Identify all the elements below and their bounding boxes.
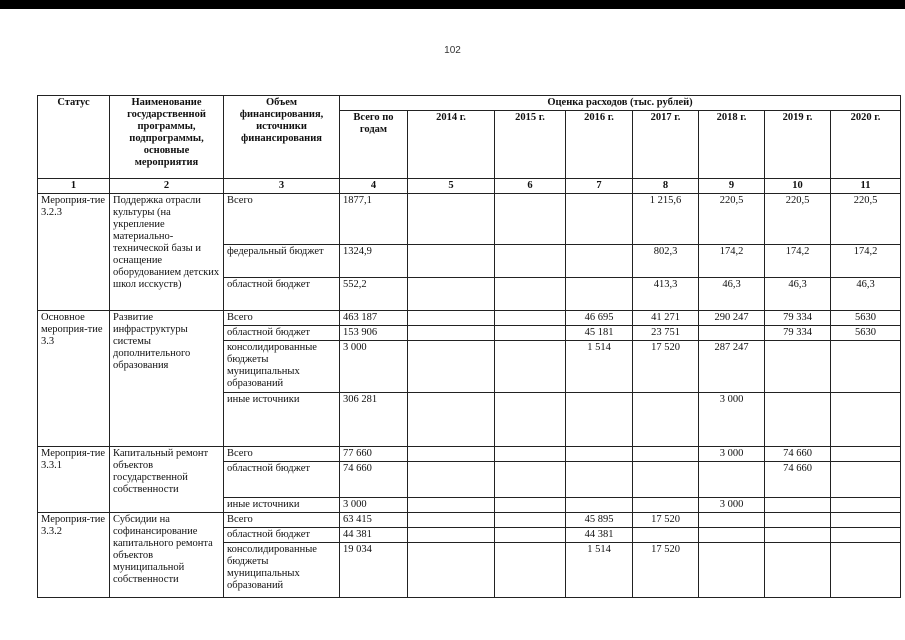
cell-year-value — [408, 447, 495, 462]
cell-year-value — [566, 498, 633, 513]
col-index: 5 — [408, 179, 495, 194]
cell-year-value: 46,3 — [831, 278, 901, 311]
cell-year-value: 45 181 — [566, 326, 633, 341]
cell-year-value — [495, 543, 566, 598]
cell-year-value: 290 247 — [699, 311, 765, 326]
cell-year-value — [633, 498, 699, 513]
cell-year-value — [765, 543, 831, 598]
cell-year-value: 17 520 — [633, 341, 699, 393]
cell-year-value: 1 514 — [566, 543, 633, 598]
cell-funding-source: областной бюджет — [224, 326, 340, 341]
table-row — [38, 447, 901, 462]
cell-year-value: 174,2 — [699, 245, 765, 278]
cell-year-value — [566, 462, 633, 498]
cell-year-value: 74 660 — [765, 447, 831, 462]
cell-year-value — [408, 341, 495, 393]
cell-year-value: 79 334 — [765, 326, 831, 341]
col-index: 4 — [340, 179, 408, 194]
col-index: 11 — [831, 179, 901, 194]
cell-total: 63 415 — [340, 513, 408, 528]
cell-year-value: 3 000 — [699, 393, 765, 447]
col-header-year: 2016 г. — [566, 111, 633, 179]
cell-year-value — [699, 326, 765, 341]
cell-year-value: 220,5 — [831, 194, 901, 245]
cell-year-value — [765, 393, 831, 447]
cell-year-value — [408, 278, 495, 311]
cell-year-value: 41 271 — [633, 311, 699, 326]
col-index: 7 — [566, 179, 633, 194]
cell-year-value: 46 695 — [566, 311, 633, 326]
cell-year-value: 287 247 — [699, 341, 765, 393]
cell-funding-source: Всего — [224, 194, 340, 245]
cell-year-value — [566, 278, 633, 311]
cell-year-value — [495, 462, 566, 498]
cell-year-value: 1 215,6 — [633, 194, 699, 245]
cell-total: 3 000 — [340, 341, 408, 393]
cell-year-value — [831, 498, 901, 513]
cell-total: 463 187 — [340, 311, 408, 326]
cell-year-value: 17 520 — [633, 513, 699, 528]
cell-status: Мероприя-тие 3.2.3 — [38, 194, 110, 311]
cell-total: 552,2 — [340, 278, 408, 311]
col-header-status: Статус — [38, 96, 110, 179]
cell-year-value — [831, 513, 901, 528]
cell-year-value — [831, 528, 901, 543]
cell-funding-source: Всего — [224, 513, 340, 528]
cell-year-value: 45 895 — [566, 513, 633, 528]
col-index: 10 — [765, 179, 831, 194]
col-index: 1 — [38, 179, 110, 194]
cell-year-value — [408, 543, 495, 598]
cell-year-value: 79 334 — [765, 311, 831, 326]
cell-year-value — [831, 462, 901, 498]
cell-year-value — [765, 513, 831, 528]
col-header-volume: Объем финансирования, источники финансирования — [224, 96, 340, 179]
cell-funding-source: Всего — [224, 311, 340, 326]
cell-total: 74 660 — [340, 462, 408, 498]
cell-year-value — [408, 393, 495, 447]
cell-year-value: 17 520 — [633, 543, 699, 598]
cell-total: 3 000 — [340, 498, 408, 513]
cell-funding-source: областной бюджет — [224, 462, 340, 498]
cell-total: 1324,9 — [340, 245, 408, 278]
cell-year-value — [495, 393, 566, 447]
col-index: 3 — [224, 179, 340, 194]
cell-funding-source: иные источники — [224, 393, 340, 447]
cell-funding-source: Всего — [224, 447, 340, 462]
cell-year-value — [831, 447, 901, 462]
cell-year-value — [831, 393, 901, 447]
cell-year-value — [495, 245, 566, 278]
cell-year-value — [495, 498, 566, 513]
cell-funding-source: консолидированные бюджеты муниципальных образований — [224, 543, 340, 598]
cell-total: 306 281 — [340, 393, 408, 447]
col-index: 8 — [633, 179, 699, 194]
cell-year-value — [408, 326, 495, 341]
cell-year-value: 413,3 — [633, 278, 699, 311]
cell-year-value — [495, 278, 566, 311]
cell-year-value — [408, 245, 495, 278]
cell-year-value — [765, 498, 831, 513]
cell-year-value — [495, 326, 566, 341]
page-number: 102 — [444, 45, 461, 56]
cell-year-value — [408, 498, 495, 513]
col-header-year: 2015 г. — [495, 111, 566, 179]
cell-year-value: 46,3 — [765, 278, 831, 311]
cell-year-value: 5630 — [831, 326, 901, 341]
table-row — [38, 194, 901, 245]
col-index: 2 — [110, 179, 224, 194]
cell-funding-source: федеральный бюджет — [224, 245, 340, 278]
cell-year-value — [633, 462, 699, 498]
cell-year-value — [408, 194, 495, 245]
cell-year-value — [495, 194, 566, 245]
cell-year-value: 23 751 — [633, 326, 699, 341]
cell-funding-source: консолидированные бюджеты муниципальных образований — [224, 341, 340, 393]
cell-year-value — [408, 462, 495, 498]
cell-year-value: 5630 — [831, 311, 901, 326]
cell-year-value — [633, 447, 699, 462]
cell-year-value: 74 660 — [765, 462, 831, 498]
cell-total: 44 381 — [340, 528, 408, 543]
table-row — [38, 513, 901, 528]
cell-year-value — [765, 528, 831, 543]
col-header-year: 2017 г. — [633, 111, 699, 179]
cell-year-value — [408, 311, 495, 326]
cell-year-value — [495, 513, 566, 528]
col-header-year: 2018 г. — [699, 111, 765, 179]
cell-status: Мероприя-тие 3.3.2 — [38, 513, 110, 598]
cell-year-value — [765, 341, 831, 393]
col-index: 9 — [699, 179, 765, 194]
col-index: 6 — [495, 179, 566, 194]
table-row — [38, 311, 901, 326]
cell-year-value — [831, 543, 901, 598]
cell-status: Основное мероприя-тие 3.3 — [38, 311, 110, 447]
cell-total: 1877,1 — [340, 194, 408, 245]
cell-year-value — [566, 194, 633, 245]
cell-year-value — [495, 311, 566, 326]
cell-year-value — [495, 447, 566, 462]
cell-year-value — [831, 341, 901, 393]
cell-year-value — [699, 528, 765, 543]
cell-program-name: Капитальный ремонт объектов государственной собственности — [110, 447, 224, 513]
cell-year-value: 3 000 — [699, 447, 765, 462]
cell-year-value: 220,5 — [765, 194, 831, 245]
cell-year-value — [408, 528, 495, 543]
cell-total: 153 906 — [340, 326, 408, 341]
cell-year-value — [633, 393, 699, 447]
cell-year-value: 3 000 — [699, 498, 765, 513]
cell-funding-source: областной бюджет — [224, 278, 340, 311]
cell-program-name: Субсидии на софинансирование капитального ремонта объектов муниципальной собственности — [110, 513, 224, 598]
col-header-total: Всего по годам — [340, 111, 408, 179]
cell-funding-source: областной бюджет — [224, 528, 340, 543]
budget-table — [37, 95, 901, 598]
cell-year-value: 174,2 — [765, 245, 831, 278]
cell-year-value: 1 514 — [566, 341, 633, 393]
col-header-year: 2020 г. — [831, 111, 901, 179]
cell-total: 19 034 — [340, 543, 408, 598]
cell-year-value: 44 381 — [566, 528, 633, 543]
cell-status: Мероприя-тие 3.3.1 — [38, 447, 110, 513]
scan-top-border — [0, 0, 905, 9]
cell-funding-source: иные источники — [224, 498, 340, 513]
cell-year-value — [566, 245, 633, 278]
cell-year-value — [566, 447, 633, 462]
cell-year-value — [566, 393, 633, 447]
cell-year-value: 46,3 — [699, 278, 765, 311]
cell-year-value — [408, 513, 495, 528]
cell-program-name: Развитие инфраструктуры системы дополнительного образования — [110, 311, 224, 447]
cell-program-name: Поддержка отрасли культуры (на укрепление материально-технической базы и оснащение оборудованием детских школ исскуств) — [110, 194, 224, 311]
cell-year-value — [633, 528, 699, 543]
col-header-year: 2019 г. — [765, 111, 831, 179]
cell-year-value — [495, 341, 566, 393]
cell-year-value: 802,3 — [633, 245, 699, 278]
cell-year-value: 174,2 — [831, 245, 901, 278]
cell-year-value — [699, 462, 765, 498]
col-header-name: Наименование государственной программы, подпрограммы, основные мероприятия — [110, 96, 224, 179]
table-body — [38, 194, 901, 598]
cell-year-value — [699, 543, 765, 598]
col-header-year: 2014 г. — [408, 111, 495, 179]
cell-year-value — [699, 513, 765, 528]
cell-year-value: 220,5 — [699, 194, 765, 245]
cell-year-value — [495, 528, 566, 543]
cell-total: 77 660 — [340, 447, 408, 462]
col-header-estimate: Оценка расходов (тыс. рублей) — [340, 96, 901, 111]
